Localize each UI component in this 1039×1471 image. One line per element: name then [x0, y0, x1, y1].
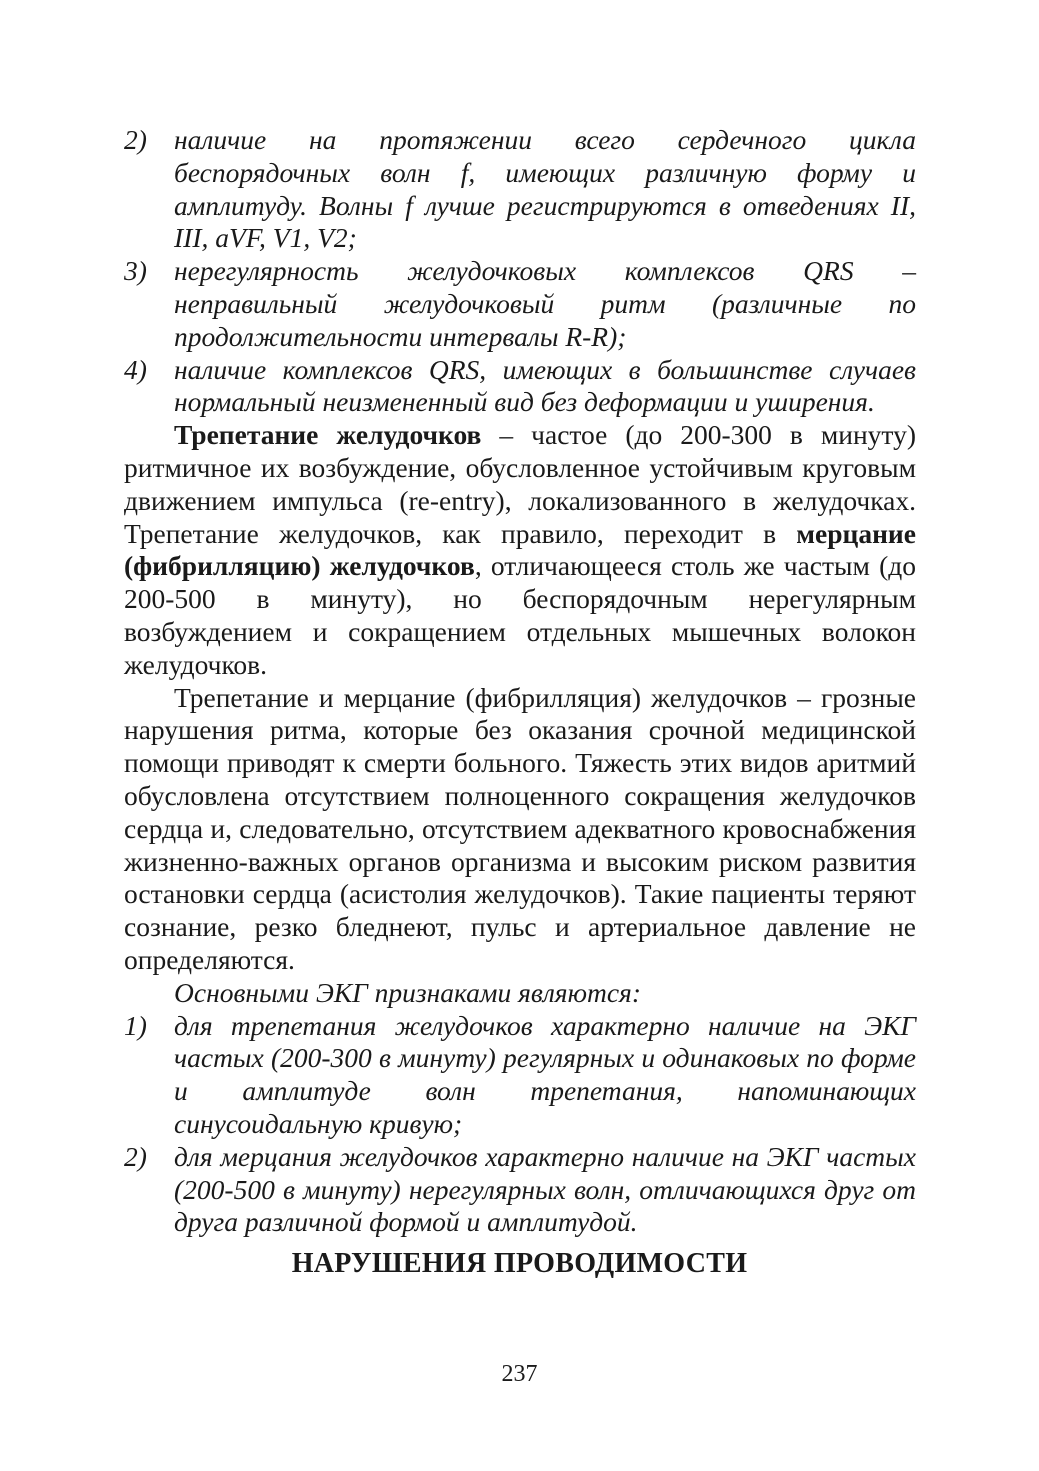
list-item [124, 1141, 916, 1239]
list-item [124, 354, 916, 420]
list-item-text: наличие на протяжении всего сердечного цикла беспорядочных волн f, имеющих различную форму и амплитуду. Волны f лучше регистрируются в отведениях II, III, aVF, V1, V2; [174, 124, 916, 254]
paragraph-text: – частое (до 200-300 в минуту) ритмичное их возбуждение, обусловленное устойчивым круговым движением импульса (re-entry), локализованного в желудочках. Трепетание желудочков, как правило, переходит в [124, 419, 916, 549]
list-number: 4) [124, 353, 147, 385]
ecg-signs-list-top [124, 124, 916, 419]
section-heading: НАРУШЕНИЯ ПРОВОДИМОСТИ [291, 1248, 748, 1279]
paragraph-ventricular-flutter [124, 419, 916, 681]
list-item-text: для трепетания желудочков характерно наличие на ЭКГ частых (200-300 в минуту) регулярных и одинаковых по форме и амплитуде волн трепетания, напоминающих синусоидальную кривую; [174, 1009, 916, 1139]
list-number: 2) [124, 124, 147, 155]
list-item [124, 1010, 916, 1141]
list-number: 3) [124, 255, 147, 287]
list-item-text: для мерцания желудочков характерно наличие на ЭКГ частых (200-500 в минуту) нерегулярных волн, отличающихся друг от друга различной формой и амплитудой. [174, 1140, 916, 1238]
term-ventricular-flutter: Трепетание желудочков [174, 419, 482, 451]
list-item [124, 124, 916, 255]
list-item-text: нерегулярность желудочковых комплексов QRS – неправильный желудочковый ритм (различные по продолжительности интервалы R-R); [174, 255, 916, 352]
list-item-text: наличие комплексов QRS, имеющих в большинстве случаев нормальный неизмененный вид без деформации и уширения. [174, 353, 916, 418]
paragraph-text: , отличающееся столь же частым (до 200-500 в минуту), но беспорядочным нерегулярным возбуждением и сокращением отдельных мышечных волокон желудочков. [124, 550, 916, 680]
paragraph-severity: Трепетание и мерцание (фибрилляция) желудочков – грозные нарушения ритма, которые без оказания срочной медицинской помощи приводят к смерти больного. Тяжесть этих видов аритмий обусловлена отсутствием полноценного сокращения желудочков сердца и, следовательно, отсутствием адекватного кровоснабжения жизненно-важных органов организма и высоким риском развития остановки сердца (асистолия желудочков). Такие пациенты теряют сознание, резко бледнеют, пульс и артериальное давление не определяются. [124, 681, 916, 975]
ecg-signs-list-bottom [124, 1010, 916, 1240]
text-column [124, 124, 916, 1239]
list-item [124, 255, 916, 353]
ecg-signs-intro: Основными ЭКГ признаками являются: [174, 976, 641, 1008]
list-number: 1) [124, 1009, 147, 1041]
page-number: 237 [501, 1361, 538, 1387]
list-number: 2) [124, 1140, 147, 1172]
term-ventricular-fibrillation: мерцание (фибрилляцию) желудочков [124, 517, 916, 582]
